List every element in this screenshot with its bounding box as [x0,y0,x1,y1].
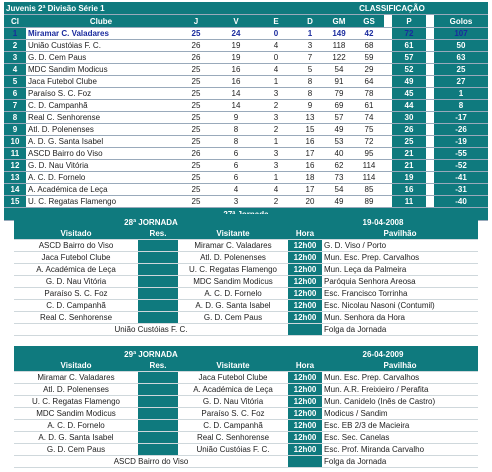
folga-team: ASCD Bairro do Viso [14,456,288,468]
cell-pos: 7 [4,100,26,112]
table-row [4,88,488,100]
cell-club: C. D. Campanhã [26,100,176,112]
result [138,444,178,456]
cell-gm: 79 [324,88,354,100]
header-pavilhao: Pavilhão [322,228,478,240]
cell-gs: 78 [354,88,384,100]
table-row [4,124,488,136]
venue: Modicus / Sandim [322,408,478,420]
cell-gm: 69 [324,100,354,112]
cell-gm: 54 [324,184,354,196]
table-row [4,196,488,208]
cell-e: 2 [256,196,296,208]
cell-e: 3 [256,112,296,124]
cell-e: 3 [256,148,296,160]
cell-e: 0 [256,52,296,64]
cell-v: 3 [216,196,256,208]
cell-club: G. D. Cem Paus [26,52,176,64]
cell-gm: 49 [324,196,354,208]
cell-d: 13 [296,112,324,124]
cell-pos: 11 [4,148,26,160]
cell-v: 19 [216,52,256,64]
result [138,300,178,312]
cell-gs: 61 [354,100,384,112]
cell-e: 1 [256,76,296,88]
cell-golos: 27 [434,76,488,88]
away-team: Jaca Futebol Clube [178,372,288,384]
cell-pos: 8 [4,112,26,124]
cell-d: 20 [296,196,324,208]
cell-v: 8 [216,136,256,148]
cell-d: 3 [296,40,324,52]
cell-gm: 118 [324,40,354,52]
cell-golos: -40 [434,196,488,208]
table-row [4,100,488,112]
result [138,312,178,324]
cell-p: 45 [392,88,426,100]
cell-v: 6 [216,172,256,184]
home-team: A. Académica de Leça [14,264,138,276]
result [138,432,178,444]
folga-team: União Custóias F. C. [14,324,288,336]
match-time: 12h00 [288,396,322,408]
cell-e: 3 [256,88,296,100]
header-e: E [256,15,296,28]
header-res: Res. [138,360,178,372]
away-team: G. D. Nau Vitória [178,396,288,408]
away-team: Real C. Senhorense [178,432,288,444]
jornada-28-date: 19-04-2008 [362,218,404,227]
table-row [4,184,488,196]
match-row [14,288,478,300]
home-team: Atl. D. Polenenses [14,384,138,396]
jornada-29-block [14,346,478,468]
match-row [14,240,478,252]
cell-pos: 9 [4,124,26,136]
home-team: Miramar C. Valadares [14,372,138,384]
match-time: 12h00 [288,312,322,324]
venue: Mun. A.R. Freixieiro / Perafita [322,384,478,396]
cell-club: Miramar C. Valadares [26,28,176,40]
cell-club: Real C. Senhorense [26,112,176,124]
table-row [4,28,488,40]
cell-club: ASCD Bairro do Viso [26,148,176,160]
result [138,408,178,420]
folga-label: Folga da Jornada [322,324,478,336]
result [138,372,178,384]
jornada-28-block [14,214,478,336]
venue: Mun. Esc. Prep. Carvalhos [322,372,478,384]
cell-golos: 50 [434,40,488,52]
match-row [14,432,478,444]
home-team: MDC Sandim Modicus [14,408,138,420]
match-row [14,396,478,408]
cell-gm: 54 [324,64,354,76]
cell-p: 25 [392,136,426,148]
cell-gs: 89 [354,196,384,208]
match-row [14,420,478,432]
cell-v: 16 [216,64,256,76]
jornada-29-date: 26-04-2009 [362,350,404,359]
header-visitado: Visitado [14,228,138,240]
cell-j: 26 [176,40,216,52]
cell-golos: -17 [434,112,488,124]
cell-club: A. D. G. Santa Isabel [26,136,176,148]
cell-pos: 5 [4,76,26,88]
table-row [4,76,488,88]
header-visitante: Visitante [178,228,288,240]
home-team: U. C. Regatas Flamengo [14,396,138,408]
cell-gm: 73 [324,172,354,184]
match-time: 12h00 [288,288,322,300]
match-row [14,276,478,288]
away-team: Paraíso S. C. Foz [178,408,288,420]
table-row [4,40,488,52]
table-row [4,136,488,148]
match-time: 12h00 [288,276,322,288]
cell-j: 25 [176,196,216,208]
cell-e: 3 [256,160,296,172]
home-team: A. C. D. Fornelo [14,420,138,432]
cell-p: 21 [392,148,426,160]
match-row [14,252,478,264]
cell-club: Atl. D. Polenenses [26,124,176,136]
cell-golos: -31 [434,184,488,196]
cell-e: 1 [256,172,296,184]
result [138,240,178,252]
cell-j: 25 [176,172,216,184]
jornada-28-table [14,228,478,336]
match-time: 12h00 [288,408,322,420]
cell-gs: 72 [354,136,384,148]
match-row [14,300,478,312]
match-time: 12h00 [288,384,322,396]
header-v: V [216,15,256,28]
cell-gs: 95 [354,148,384,160]
home-team: Jaca Futebol Clube [14,252,138,264]
header-cl: Cl [4,15,26,28]
cell-j: 25 [176,64,216,76]
folga-row [14,324,478,336]
cell-d: 8 [296,88,324,100]
venue: Mun. Leça da Palmeira [322,264,478,276]
cell-p: 16 [392,184,426,196]
cell-j: 26 [176,148,216,160]
result [138,384,178,396]
cell-gs: 68 [354,40,384,52]
cell-p: 19 [392,172,426,184]
cell-gs: 85 [354,184,384,196]
cell-gm: 49 [324,124,354,136]
match-row [14,264,478,276]
jornada-28-title: 28ª JORNADA [124,218,178,227]
cell-d: 5 [296,64,324,76]
cell-v: 24 [216,28,256,40]
header-hora: Hora [288,228,322,240]
cell-d: 8 [296,76,324,88]
table-row [4,148,488,160]
table-row [4,160,488,172]
cell-v: 6 [216,160,256,172]
cell-gs: 59 [354,52,384,64]
cell-pos: 10 [4,136,26,148]
cell-v: 14 [216,88,256,100]
cell-gs: 64 [354,76,384,88]
cell-e: 2 [256,100,296,112]
match-row [14,384,478,396]
cell-pos: 2 [4,40,26,52]
venue: Paróquia Senhora Areosa [322,276,478,288]
cell-golos: 63 [434,52,488,64]
cell-pos: 6 [4,88,26,100]
cell-pos: 3 [4,52,26,64]
cell-d: 7 [296,52,324,64]
header-res: Res. [138,228,178,240]
cell-j: 25 [176,160,216,172]
venue: Mun. Canidelo (Inês de Castro) [322,396,478,408]
match-time: 12h00 [288,300,322,312]
cell-pos: 13 [4,172,26,184]
home-team: Real C. Senhorense [14,312,138,324]
cell-e: 4 [256,40,296,52]
cell-v: 8 [216,124,256,136]
cell-pos: 12 [4,160,26,172]
cell-club: A. C. D. Fornelo [26,172,176,184]
cell-club: Paraíso S. C. Foz [26,88,176,100]
away-team: União Custóias F. C. [178,444,288,456]
cell-gm: 62 [324,160,354,172]
cell-gm: 91 [324,76,354,88]
table-row [4,52,488,64]
home-team: C. D. Campanhã [14,300,138,312]
match-time: 12h00 [288,252,322,264]
cell-gm: 149 [324,28,354,40]
cell-club: G. D. Nau Vitória [26,160,176,172]
cell-p: 26 [392,124,426,136]
cell-golos: 8 [434,100,488,112]
result [138,288,178,300]
cell-golos: -26 [434,124,488,136]
cell-golos: -19 [434,136,488,148]
table-row [4,112,488,124]
standings-header-row [4,15,488,28]
match-row [14,408,478,420]
header-visitante: Visitante [178,360,288,372]
cell-j: 25 [176,184,216,196]
classification-title: CLASSIFICAÇÃO [296,2,488,15]
cell-e: 1 [256,136,296,148]
venue: G. D. Viso / Porto [322,240,478,252]
cell-pos: 14 [4,184,26,196]
home-team: G. D. Nau Vitória [14,276,138,288]
cell-gs: 74 [354,112,384,124]
cell-p: 21 [392,160,426,172]
header-d: D [296,15,324,28]
cell-gm: 122 [324,52,354,64]
match-row [14,444,478,456]
cell-gs: 42 [354,28,384,40]
cell-e: 0 [256,28,296,40]
cell-p: 49 [392,76,426,88]
away-team: A. C. D. Fornelo [178,288,288,300]
cell-club: U. C. Regatas Flamengo [26,196,176,208]
venue: Esc. Nicolau Nasoni (Contumil) [322,300,478,312]
result [138,252,178,264]
cell-p: 11 [392,196,426,208]
standings-table [4,2,488,221]
match-time: 12h00 [288,264,322,276]
cell-e: 2 [256,124,296,136]
header-hora: Hora [288,360,322,372]
away-team: A. D. G. Santa Isabel [178,300,288,312]
venue: Esc. Prof. Miranda Carvalho [322,444,478,456]
cell-j: 26 [176,52,216,64]
cell-d: 16 [296,160,324,172]
jornada-29-table [14,360,478,468]
folga-row [14,456,478,468]
cell-p: 72 [392,28,426,40]
result [138,276,178,288]
away-team: C. D. Campanhã [178,420,288,432]
cell-golos: 25 [434,64,488,76]
away-team: Atl. D. Polenenses [178,252,288,264]
cell-gm: 40 [324,148,354,160]
cell-gs: 114 [354,172,384,184]
jornada-29-title: 29ª JORNADA [124,350,178,359]
cell-golos: 107 [434,28,488,40]
venue: Esc. Sec. Canelas [322,432,478,444]
folga-label: Folga da Jornada [322,456,478,468]
venue: Esc. Francisco Torrinha [322,288,478,300]
cell-d: 17 [296,148,324,160]
match-time: 12h00 [288,372,322,384]
header-j: J [176,15,216,28]
result [138,396,178,408]
cell-v: 9 [216,112,256,124]
away-team: Miramar C. Valadares [178,240,288,252]
header-visitado: Visitado [14,360,138,372]
cell-golos: -52 [434,160,488,172]
cell-club: União Custóias F. C. [26,40,176,52]
venue: Esc. EB 2/3 de Macieira [322,420,478,432]
cell-pos: 1 [4,28,26,40]
cell-pos: 4 [4,64,26,76]
cell-j: 25 [176,124,216,136]
cell-golos: -55 [434,148,488,160]
cell-club: MDC Sandim Modicus [26,64,176,76]
cell-gm: 53 [324,136,354,148]
cell-j: 25 [176,28,216,40]
cell-v: 4 [216,184,256,196]
cell-d: 17 [296,184,324,196]
cell-e: 4 [256,184,296,196]
cell-p: 52 [392,64,426,76]
cell-gs: 75 [354,124,384,136]
cell-j: 25 [176,136,216,148]
venue: Mun. Esc. Prep. Carvalhos [322,252,478,264]
away-team: U. C. Regatas Flamengo [178,264,288,276]
cell-j: 25 [176,112,216,124]
match-row [14,312,478,324]
match-time: 12h00 [288,444,322,456]
header-golos: Golos [434,15,488,28]
result [138,420,178,432]
cell-gs: 29 [354,64,384,76]
table-row [4,64,488,76]
cell-v: 14 [216,100,256,112]
cell-golos: 1 [434,88,488,100]
header-clube: Clube [26,15,176,28]
away-team: MDC Sandim Modicus [178,276,288,288]
cell-v: 16 [216,76,256,88]
header-gs: GS [354,15,384,28]
cell-d: 15 [296,124,324,136]
cell-d: 16 [296,136,324,148]
away-team: A. Académica de Leça [178,384,288,396]
cell-pos: 15 [4,196,26,208]
home-team: G. D. Cem Paus [14,444,138,456]
cell-d: 9 [296,100,324,112]
competition-title: Juvenis 2ª Divisão Série 1 [4,2,296,15]
venue: Mun. Senhora da Hora [322,312,478,324]
cell-j: 25 [176,100,216,112]
header-p: P [392,15,426,28]
home-team: A. D. G. Santa Isabel [14,432,138,444]
cell-d: 1 [296,28,324,40]
match-time: 12h00 [288,420,322,432]
match-time: 12h00 [288,240,322,252]
cell-club: Jaca Futebol Clube [26,76,176,88]
cell-golos: -41 [434,172,488,184]
cell-j: 25 [176,88,216,100]
cell-p: 44 [392,100,426,112]
table-row [4,172,488,184]
cell-club: A. Académica de Leça [26,184,176,196]
match-row [14,372,478,384]
match-time: 12h00 [288,432,322,444]
cell-gs: 114 [354,160,384,172]
cell-e: 4 [256,64,296,76]
header-gm: GM [324,15,354,28]
home-team: ASCD Bairro do Viso [14,240,138,252]
cell-v: 6 [216,148,256,160]
cell-p: 61 [392,40,426,52]
cell-v: 19 [216,40,256,52]
result [138,264,178,276]
away-team: G. D. Cem Paus [178,312,288,324]
cell-p: 30 [392,112,426,124]
cell-d: 18 [296,172,324,184]
cell-p: 57 [392,52,426,64]
standings-title-row [4,2,488,15]
header-pavilhao: Pavilhão [322,360,478,372]
cell-gm: 57 [324,112,354,124]
cell-j: 25 [176,76,216,88]
home-team: Paraíso S. C. Foz [14,288,138,300]
